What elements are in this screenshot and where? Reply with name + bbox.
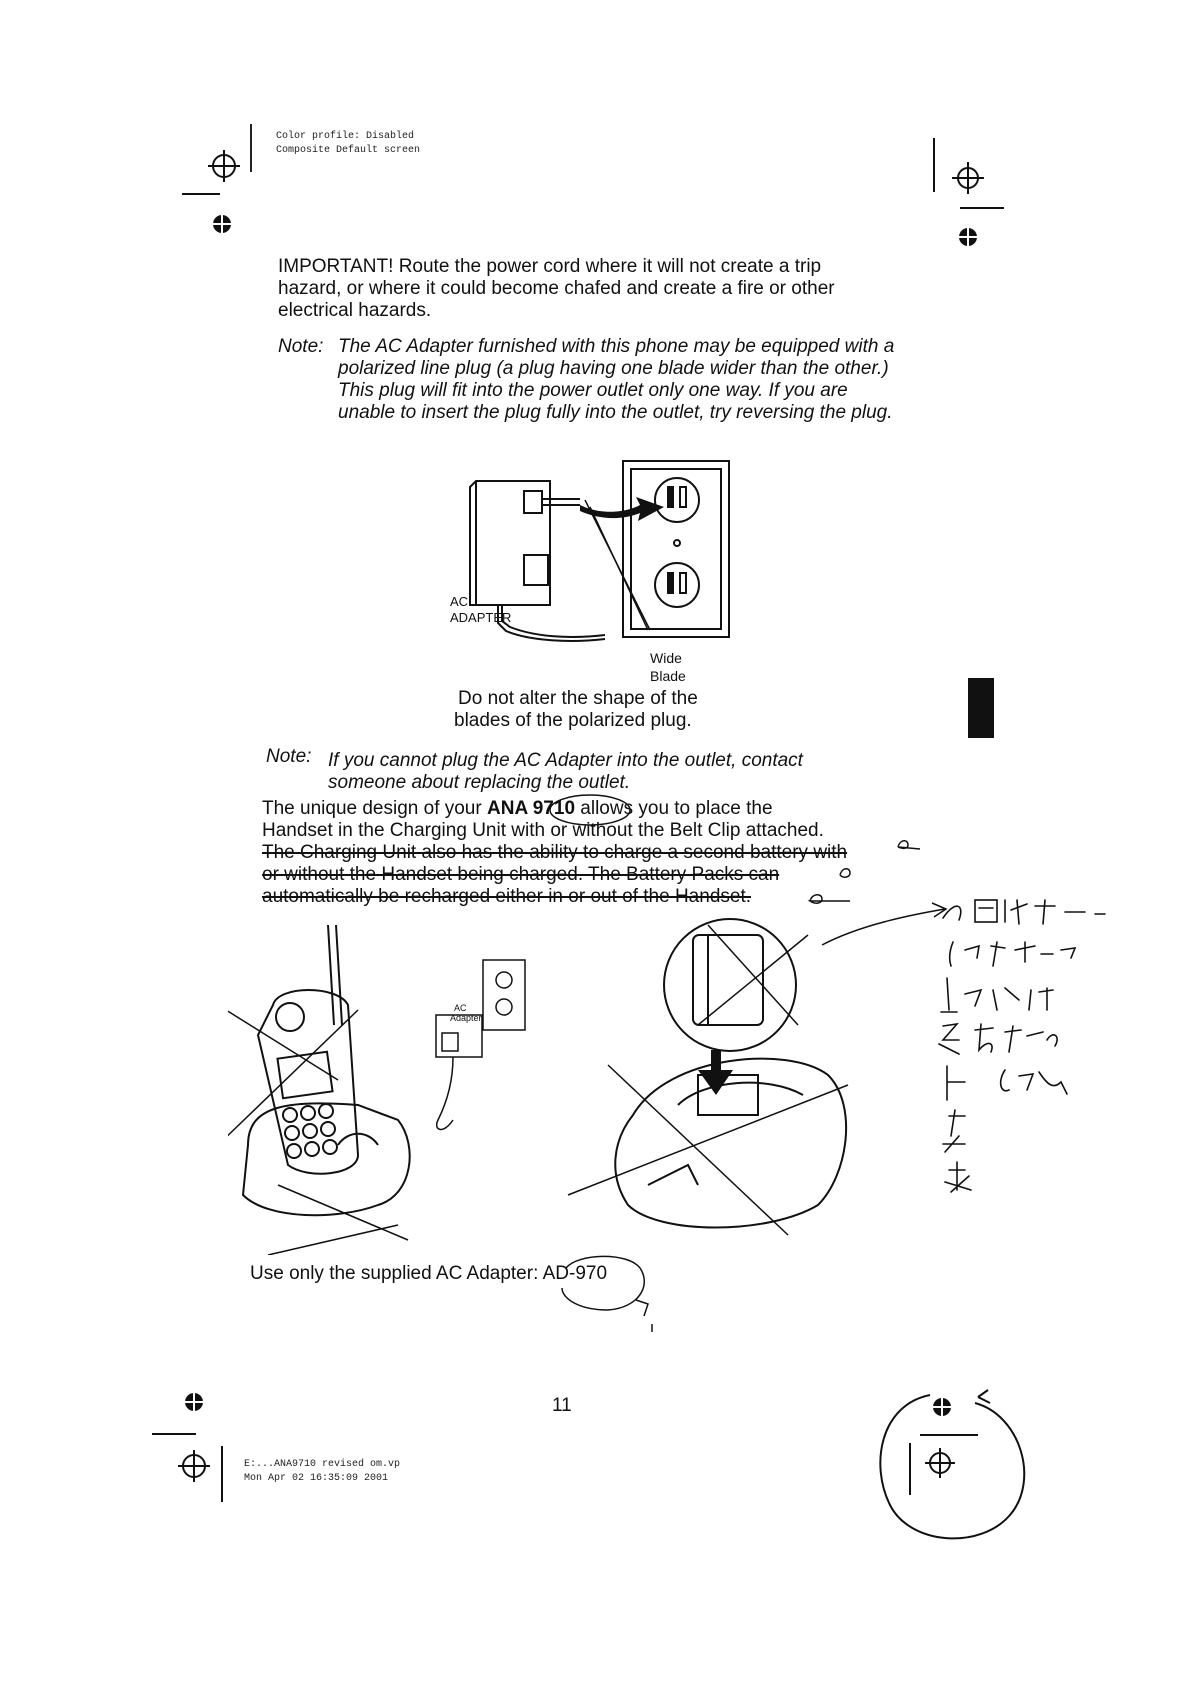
model-name: ANA 9710 <box>487 798 576 819</box>
figure-1-label-blade: Blade <box>650 668 686 684</box>
header-stamp-line2: Composite Default screen <box>276 145 421 156</box>
design-line-1 <box>262 798 773 820</box>
header-stamp-line1: Color profile: Disabled <box>276 131 415 142</box>
registration-mark-top-left <box>180 138 260 238</box>
design-strike-line-1: The Charging Unit also has the ability to charge a second battery with <box>262 842 848 863</box>
handwritten-arrow <box>820 895 950 955</box>
figure-2-label-ac: AC <box>454 1003 467 1013</box>
supplied-adapter-text: Use only the supplied AC Adapter: <box>250 1263 543 1284</box>
supplied-adapter-model: AD-970 <box>542 1263 608 1284</box>
figure-1-label-wide: Wide <box>650 650 682 666</box>
design-strike-line-2: or without the Handset being charged. The Battery Packs can <box>262 864 780 885</box>
design-line-1a: The unique design of your <box>262 798 487 819</box>
note-1-label: Note: <box>278 336 324 357</box>
small-adapter-drawing <box>436 960 525 1129</box>
figure-1-caption-line2: blades of the polarized plug. <box>454 710 692 731</box>
handwritten-margin-notes <box>935 890 1165 1200</box>
registration-mark-bottom-right <box>870 1385 1040 1555</box>
handset-base-drawing <box>243 925 410 1215</box>
page-number: 11 <box>552 1395 572 1416</box>
registration-mark-top-right <box>930 136 1010 256</box>
footer-stamp-line1: E:...ANA9710 revised om.vp <box>244 1459 401 1470</box>
down-arrow <box>698 1050 733 1095</box>
figure-phone-charger <box>228 905 928 1255</box>
note-2-line1: If you cannot plug the AC Adapter into the outlet, contact <box>328 750 803 771</box>
note-2-label: Note: <box>266 746 312 767</box>
important-paragraph: IMPORTANT! Route the power cord where it will not create a trip hazard, or where it could become chafed and create a fire or other electrical hazards. <box>278 256 835 321</box>
design-strike-line-3: automatically be recharged either in or out of the Handset. <box>262 886 752 907</box>
black-margin-bar <box>968 678 994 738</box>
figure-1-label-ac: AC <box>450 594 469 609</box>
note-1-text: The AC Adapter furnished with this phone may be equipped with a polarized line plug (a plug having one blade wider than the other.) This plug will fit into the power outlet only one way. If you are unable to insert the plug fully into the outlet, try reversing the plug. <box>338 336 895 423</box>
markup-circle-model <box>548 1248 668 1338</box>
markup-circle-9710 <box>545 790 635 830</box>
footer-stamp-line2: Mon Apr 02 16:35:09 2001 <box>244 1473 389 1484</box>
header-stamp <box>276 130 420 158</box>
design-line-1c: allows you to place the <box>575 798 773 819</box>
design-line-2: Handset in the Charging Unit with or without the Belt Clip attached. <box>262 820 824 841</box>
figure-1-label-adapter: ADAPTER <box>450 610 512 625</box>
footer-stamp <box>244 1458 400 1486</box>
note-2-line2: someone about replacing the outlet. <box>328 772 631 793</box>
registration-mark-bottom-left <box>150 1390 260 1510</box>
figure-1-caption-line1: Do not alter the shape of the <box>458 688 698 709</box>
figure-2-label-adapter: Adapter <box>450 1013 482 1023</box>
